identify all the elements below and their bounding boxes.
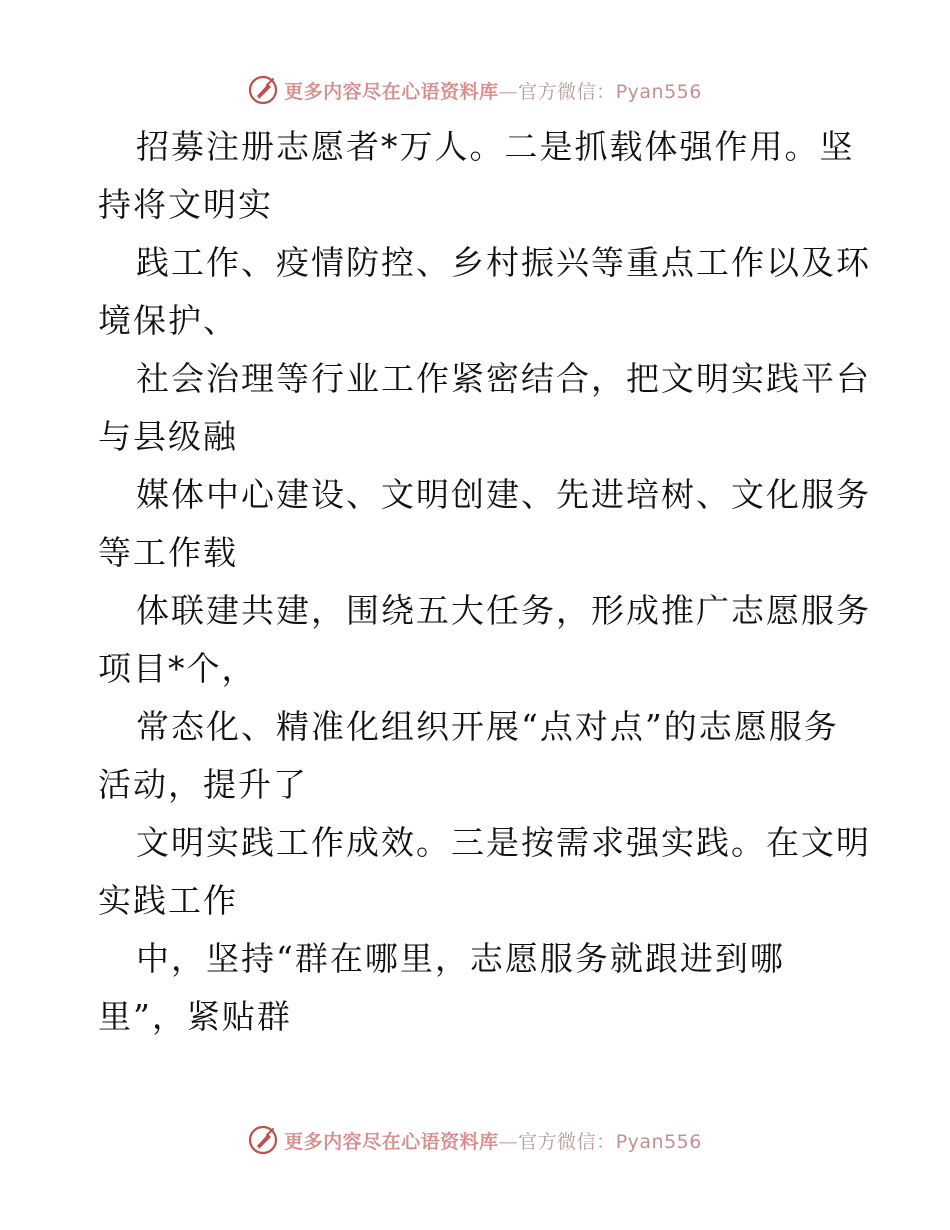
watermark-lead: 更多内容尽在心语资料库 <box>284 80 499 103</box>
quill-seal-icon <box>248 75 278 105</box>
paragraph <box>98 118 858 234</box>
paragraph <box>98 350 871 466</box>
paragraph-continuation: 里”，紧贴群 <box>98 997 292 1036</box>
paragraph-first-line: 常态化、精准化组织开展“点对点”的志愿服务 <box>136 707 839 746</box>
paragraph-first-line: 践工作、疫情防控、乡村振兴等重点工作以及环 <box>136 243 871 282</box>
paragraph-first-line: 招募注册志愿者*万人。二是抓载体强作用。坚 <box>136 127 855 166</box>
paragraph <box>98 698 858 814</box>
paragraph <box>98 930 858 1046</box>
paragraph-first-line: 体联建共建，围绕五大任务，形成推广志愿服务 <box>136 591 871 630</box>
watermark-lead: 更多内容尽在心语资料库 <box>284 1130 499 1153</box>
watermark-label: 官方微信： <box>518 1130 616 1153</box>
paragraph-continuation: 活动，提升了 <box>98 765 308 804</box>
watermark-dash: — <box>498 1130 519 1153</box>
paragraph <box>98 814 871 930</box>
watermark-text <box>284 77 702 104</box>
paragraph-continuation: 境保护、 <box>98 301 238 340</box>
quill-seal-icon <box>248 1125 278 1155</box>
watermark-handle: Pyan556 <box>615 80 702 103</box>
paragraph-continuation: 项目*个， <box>98 649 257 688</box>
paragraph <box>98 234 871 350</box>
document-body <box>98 118 871 1046</box>
paragraph-first-line: 社会治理等行业工作紧密结合，把文明实践平台 <box>136 359 871 398</box>
watermark-dash: — <box>498 80 519 103</box>
watermark-text <box>284 1127 702 1154</box>
paragraph <box>98 466 871 582</box>
paragraph <box>98 582 871 698</box>
paragraph-first-line: 媒体中心建设、文明创建、先进培树、文化服务 <box>136 475 871 514</box>
footer-watermark <box>0 1120 950 1160</box>
header-watermark <box>0 70 950 110</box>
paragraph-first-line: 文明实践工作成效。三是按需求强实践。在文明 <box>136 823 871 862</box>
paragraph-first-line: 中，坚持“群在哪里，志愿服务就跟进到哪 <box>136 939 785 978</box>
paragraph-continuation: 与县级融 <box>98 417 238 456</box>
paragraph-continuation: 实践工作 <box>98 881 238 920</box>
paragraph-continuation: 持将文明实 <box>98 185 273 224</box>
watermark-handle: Pyan556 <box>615 1130 702 1153</box>
watermark-label: 官方微信： <box>518 80 616 103</box>
paragraph-continuation: 等工作载 <box>98 533 238 572</box>
